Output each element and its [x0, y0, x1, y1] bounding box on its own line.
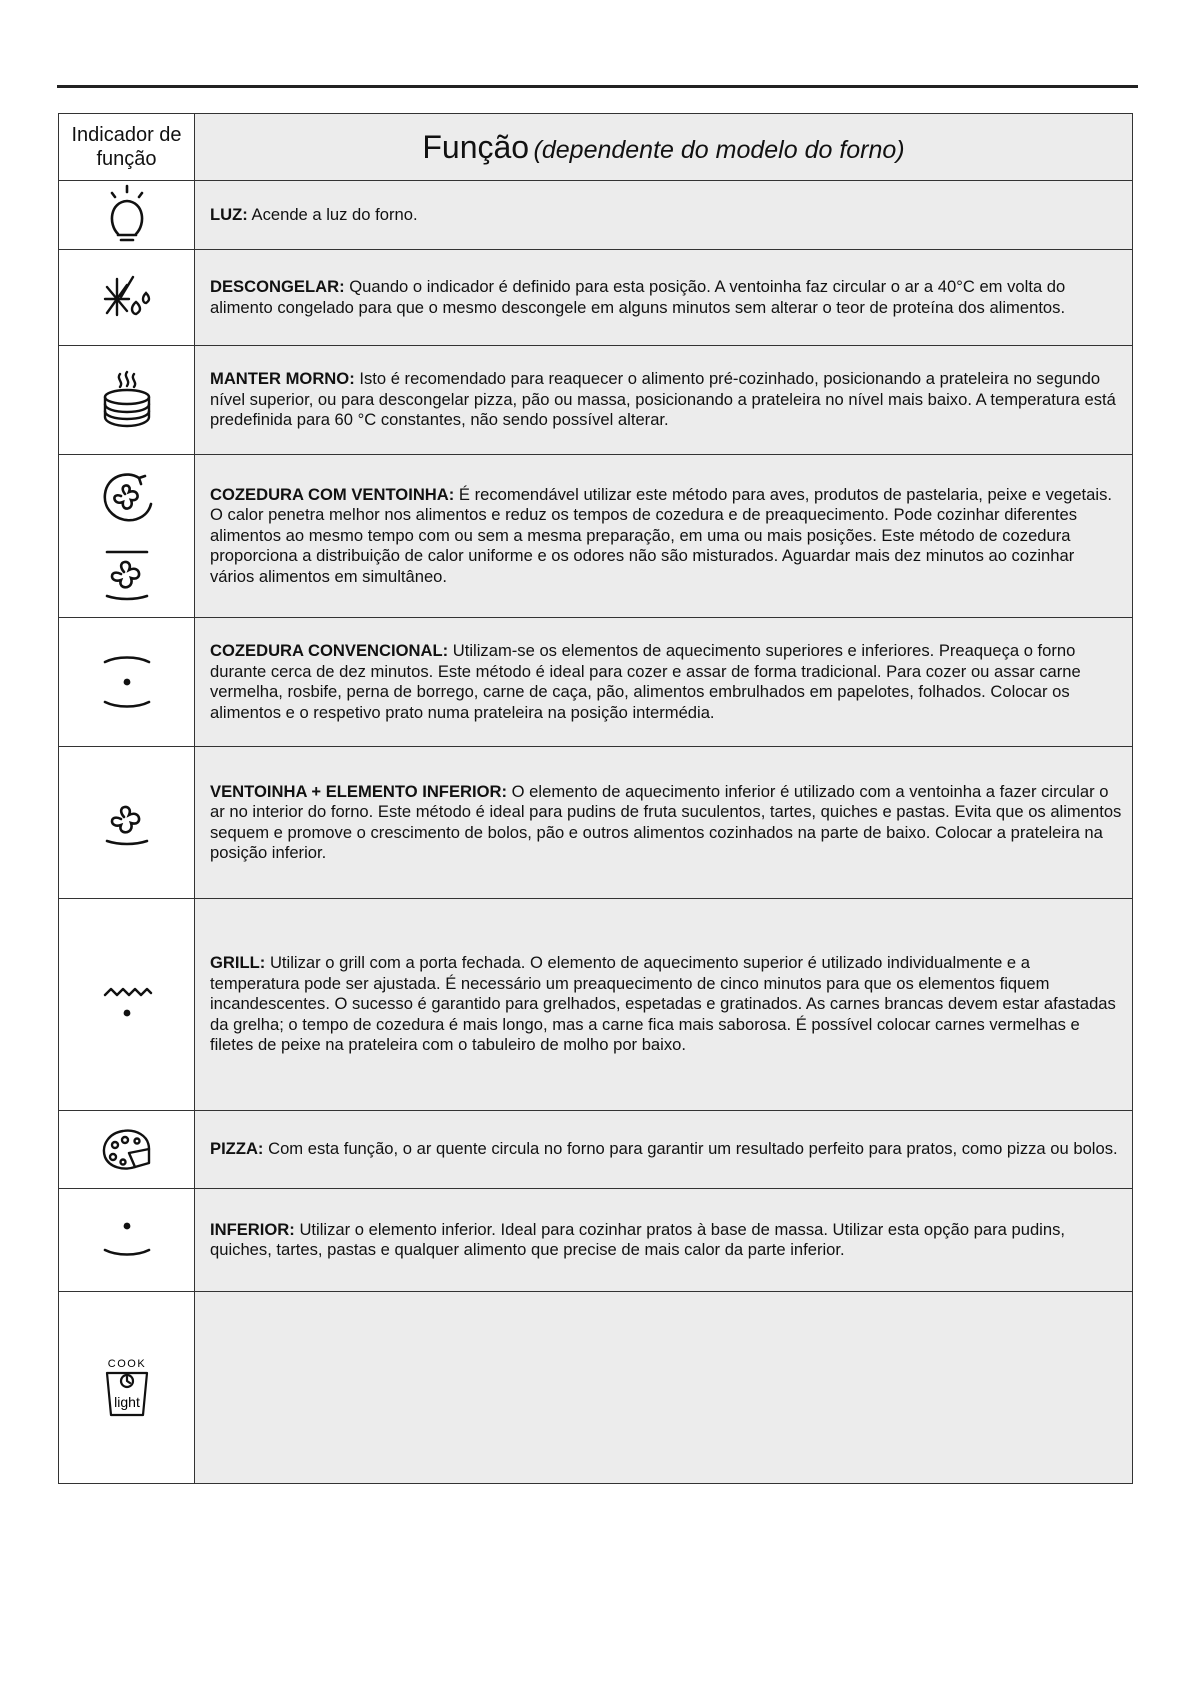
- indicator-cell: [59, 346, 195, 455]
- indicator-cell: [59, 618, 195, 747]
- cook-light-icon-bottom-label: light: [113, 1393, 140, 1410]
- oven-function-table: [58, 113, 1133, 1484]
- top-rule: [57, 85, 1138, 88]
- pizza-icon: [99, 1127, 155, 1173]
- table-row: [59, 618, 1133, 747]
- function-title: DESCONGELAR:: [210, 277, 345, 296]
- defrost-icon: [99, 271, 155, 325]
- header-indicator: Indicador de função: [59, 114, 195, 181]
- table-row: [59, 455, 1133, 618]
- fan-bottom-icon: [99, 797, 155, 849]
- function-title: PIZZA:: [210, 1139, 264, 1159]
- table-row: [59, 1111, 1133, 1189]
- indicator-cell: [59, 747, 195, 899]
- indicator-cell: [59, 1292, 195, 1484]
- description-cell: [195, 250, 1133, 346]
- function-text: Utilizar o elemento inferior. Ideal para cozinhar pratos à base de massa. Utilizar esta opção para pudins, quiches, tartes, pastas e qualquer alimento que precise de mais calor da parte inferior.: [210, 1219, 1066, 1259]
- function-text: Utilizar o grill com a porta fechada. O elemento de aquecimento superior é utilizado individualmente e a temperatura pode ser ajustada. É necessário um preaquecimento de cinco minutos para que os elementos fiquem incandescentes. O sucesso é garantido para grelhados, espetadas e gratinados. As carnes brancas devem estar afastadas da grelha; o tempo de cozedura é mais longo, mas a carne fica mais saborosa. É possível colocar carnes vermelhas e filetes de peixe na prateleira com o tabuleiro de molho por baixo.: [210, 953, 1116, 1055]
- function-title: GRILL:: [210, 953, 266, 973]
- cook-light-icon: [97, 1355, 157, 1421]
- description-cell: [195, 181, 1133, 250]
- conventional-icon: [99, 652, 155, 712]
- indicator-cell: [59, 899, 195, 1111]
- function-title: COZEDURA CONVENCIONAL:: [210, 641, 449, 660]
- function-title: MANTER MORNO:: [210, 369, 355, 389]
- indicator-cell: [59, 1111, 195, 1189]
- fan-ring-icon: [99, 548, 155, 602]
- table-row: [59, 346, 1133, 455]
- function-text: Utilizam-se os elementos de aquecimento superiores e inferiores. Preaqueça o forno durante cerca de dez minutos. Este método é ideal para cozer e assar de forma tradicional. Para cozer ou assar carne vermelha, rosbife, perna de borrego, carne de caça, pão, alimentos embrulhados em papelotes, folhados. Colocar os alimentos e o respetivo prato numa prateleira na posição intermédia.: [210, 641, 1081, 722]
- description-cell: [195, 346, 1133, 455]
- fan-cooking-icon: [99, 470, 155, 526]
- cook-light-icon-top-label: COOK: [107, 1357, 146, 1370]
- header-function-title: Função: [422, 128, 530, 165]
- description-cell: [195, 618, 1133, 747]
- indicator-cell: [59, 455, 195, 618]
- table-row: [59, 1189, 1133, 1292]
- function-title: LUZ:: [210, 204, 248, 224]
- function-text: Isto é recomendado para reaquecer o alimento pré-cozinhado, posicionando a prateleira no segundo nível superior, ou para descongelar pizza, pão ou massa, posicionando a prateleira no nível mais baixo. A temperatura está predefinida para 60 °C constantes, não sendo possível alterar.: [210, 369, 1116, 430]
- table-row: [59, 181, 1133, 250]
- function-title: INFERIOR:: [210, 1219, 295, 1239]
- table-row: [59, 747, 1133, 899]
- keep-warm-icon: [98, 370, 156, 430]
- function-title: VENTOINHA + ELEMENTO INFERIOR:: [210, 781, 508, 801]
- table-row: [59, 1292, 1133, 1484]
- description-cell: [195, 1189, 1133, 1292]
- indicator-cell: [59, 250, 195, 346]
- description-cell: [195, 747, 1133, 899]
- table-row: [59, 899, 1133, 1111]
- bottom-heat-icon: [99, 1218, 155, 1262]
- description-cell: [195, 1111, 1133, 1189]
- table-row: [59, 250, 1133, 346]
- grill-icon: [99, 985, 155, 1025]
- description-cell: [195, 455, 1133, 618]
- table-header-row: [59, 114, 1133, 181]
- lamp-icon: [102, 184, 152, 246]
- function-text: Com esta função, o ar quente circula no forno para garantir um resultado perfeito para pratos, como pizza ou bolos.: [268, 1139, 1118, 1159]
- description-cell: [195, 1292, 1133, 1484]
- description-cell: [195, 899, 1133, 1111]
- indicator-cell: [59, 1189, 195, 1292]
- header-function: [195, 114, 1133, 181]
- function-title: COZEDURA COM VENTOINHA:: [210, 484, 455, 504]
- function-text: É recomendável utilizar este método para aves, produtos de pastelaria, peixe e vegetais. O calor penetra melhor nos alimentos e reduz os tempos de cozedura e de preaquecimento. Pode cozinhar diferentes alimentos ao mesmo tempo com ou sem a mesma preparação, em uma ou mais posições. Este método de cozedura proporciona a distribuição de calor uniforme e os odores não são misturados. Aguardar mais dez minutos ao cozinhar vários alimentos em simultâneo.: [210, 484, 1112, 586]
- function-text: O elemento de aquecimento inferior é utilizado com a ventoinha a fazer circular o ar no interior do forno. Este método é ideal para pudins de fruta suculentos, tartes, quiches e pastas. Evita que os alimentos sequem e promove o crescimento de bolos, pão e outros alimentos cozinhados na parte de baixo. Colocar a prateleira na posição inferior.: [210, 781, 1122, 862]
- function-text: Acende a luz do forno.: [251, 204, 418, 224]
- indicator-cell: [59, 181, 195, 250]
- function-text: Quando o indicador é definido para esta posição. A ventoinha faz circular o ar a 40°C em volta do alimento congelado para que o mesmo descongele em alguns minutos sem alterar o teor de proteína dos alimentos.: [210, 277, 1066, 317]
- header-function-subtitle: (dependente do modelo do forno): [533, 135, 905, 164]
